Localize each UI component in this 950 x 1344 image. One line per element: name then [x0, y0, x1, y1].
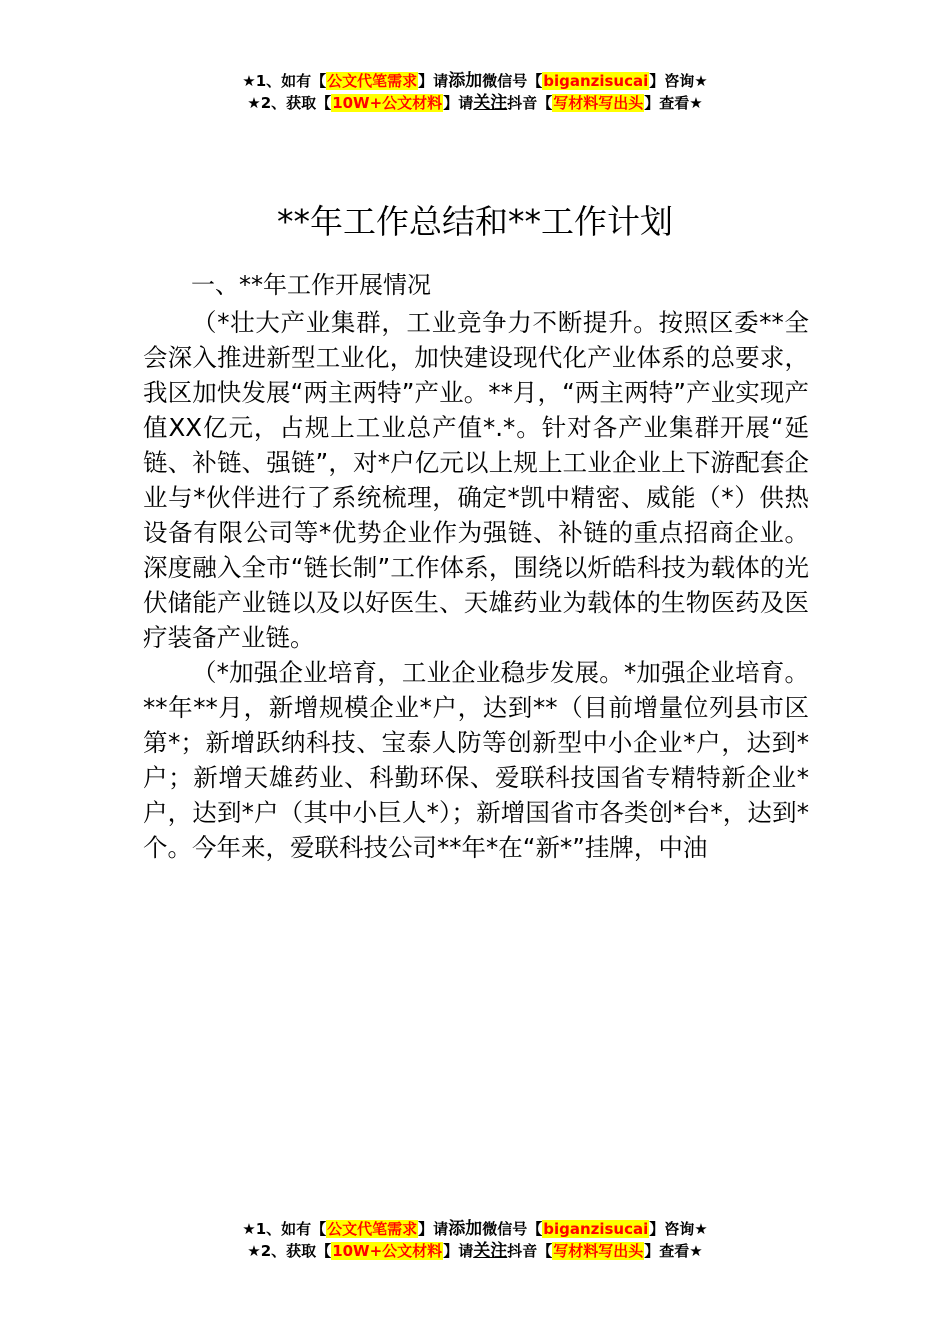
- notice-line-1: [0, 1218, 950, 1240]
- notice-emphasis: 关注: [473, 93, 508, 113]
- notice-text: 微信号【: [482, 72, 543, 90]
- highlight-douyin-account: 写材料写出头: [553, 1242, 644, 1260]
- highlight-wechat-id: biganzisucai: [543, 72, 649, 90]
- notice-text: ★1、如有【: [242, 72, 327, 90]
- notice-line-2: [0, 1240, 950, 1262]
- top-notice: [0, 70, 950, 114]
- notice-text: ★1、如有【: [242, 1220, 327, 1238]
- highlight-douyin-account: 写材料写出头: [553, 94, 644, 112]
- notice-emphasis: 添加: [448, 71, 483, 91]
- highlight-materials: 10W+公文材料: [332, 94, 443, 112]
- notice-emphasis: 添加: [448, 1219, 483, 1239]
- section-heading: 一、**年工作开展情况: [191, 271, 431, 299]
- notice-text: 】请: [443, 1242, 474, 1260]
- document-body: [143, 268, 809, 865]
- notice-text: 】咨询★: [649, 72, 708, 90]
- notice-text: ★2、获取【: [247, 94, 332, 112]
- highlight-wechat-id: biganzisucai: [543, 1220, 649, 1238]
- highlight-service: 公文代笔需求: [327, 72, 418, 90]
- body-paragraph: （*加强企业培育，工业企业稳步发展。*加强企业培育。**年**月，新增规模企业*户，达到**（目前增量位列县市区第*；新增跃纳科技、宝泰人防等创新型中小企业*户，达到*户；新增天雄药业、科勤环保、爱联科技国省专精特新企业*户，达到*户（其中小巨人*）；新增国省市各类创*台*，达到*个。今年来，爱联科技公司**年*在“新*”挂牌，中油: [143, 658, 809, 862]
- notice-text: 】查看★: [644, 1242, 703, 1260]
- notice-text: 】请: [418, 72, 449, 90]
- notice-text: 微信号【: [482, 1220, 543, 1238]
- document-title: **年工作总结和**工作计划: [277, 202, 673, 242]
- notice-line-1: [0, 70, 950, 92]
- notice-text: 】请: [418, 1220, 449, 1238]
- notice-text: 】查看★: [644, 94, 703, 112]
- notice-line-2: [0, 92, 950, 114]
- notice-text: ★2、获取【: [247, 1242, 332, 1260]
- notice-text: 】请: [443, 94, 474, 112]
- bottom-notice: [0, 1218, 950, 1262]
- notice-text: 】咨询★: [649, 1220, 708, 1238]
- highlight-materials: 10W+公文材料: [332, 1242, 443, 1260]
- notice-text: 抖音【: [507, 94, 553, 112]
- highlight-service: 公文代笔需求: [327, 1220, 418, 1238]
- body-paragraph: （*壮大产业集群，工业竞争力不断提升。按照区委**全会深入推进新型工业化，加快建设现代化产业体系的总要求，我区加快发展“两主两特”产业。**月，“两主两特”产业实现产值XX亿元，占规上工业总产值*.*。针对各产业集群开展“延链、补链、强链”，对*户亿元以上规上工业企业上下游配套企业与*伙伴进行了系统梳理，确定*凯中精密、威能（*）供热设备有限公司等*优势企业作为强链、补链的重点招商企业。深度融入全市“链长制”工作体系，围绕以炘皓科技为载体的光伏储能产业链以及以好医生、天雄药业为载体的生物医药及医疗装备产业链。: [143, 308, 809, 652]
- notice-text: 抖音【: [507, 1242, 553, 1260]
- notice-emphasis: 关注: [473, 1241, 508, 1261]
